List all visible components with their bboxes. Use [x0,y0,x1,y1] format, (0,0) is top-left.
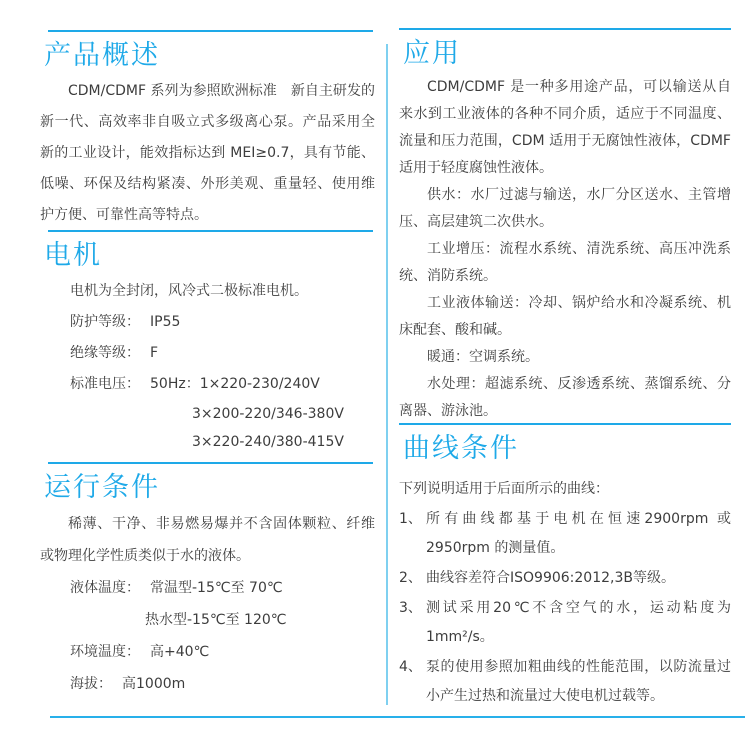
spec-label: 环境温度： [70,644,140,660]
spec-row-protection-class [40,307,375,338]
list-item-text: 泵的使用参照加粗曲线的性能范围，以防流量过小产生过热和流量过大使电机过载等。 [426,659,731,704]
application-paragraph-water-supply: 供水：水厂过滤与输送，水厂分区送水、主管增压、高层建筑二次供水。 [399,187,731,230]
section-motor [40,230,375,456]
spec-label: 标准电压： [70,376,140,392]
spec-value: 高1000m [122,676,186,692]
spec-row-altitude [40,668,375,700]
section-title-operating-conditions: 运行条件 [44,472,160,503]
section-divider [399,28,731,30]
spec-value: 3×200-220/346-380V [192,406,344,422]
spec-value: 50Hz：1×220-230/240V [150,376,320,392]
operating-specs [40,572,375,700]
list-item-text: 所有曲线都基于电机在恒速2900rpm 或2950rpm 的测量值。 [426,511,731,556]
spec-value: F [150,345,159,361]
application-paragraph-industrial-boost: 工业增压：流程水系统、清洗系统、高压冲洗系统、消防系统。 [399,241,731,284]
motor-specs [40,276,375,456]
section-application [399,28,731,425]
spec-label: 海拔： [70,676,112,692]
section-title-application: 应用 [403,38,461,69]
application-paragraph-water-treatment: 水处理：超滤系统、反渗透系统、蒸馏系统、分离器、游泳池。 [399,376,731,419]
spec-value: 3×220-240/380-415V [192,434,344,450]
spec-row-voltage-3 [40,428,375,456]
spec-value: 高+40℃ [150,644,210,660]
product-overview-paragraph: CDM/CDMF 系列为参照欧洲标准 新自主研发的新一代、高效率非自吸立式多级离心泵。产品采用全新的工业设计，能效指标达到 MEI≥0.7，具有节能、低噪、环保及结构紧凑、外形美观、重量轻、使用维护方便、可靠性高等特点。 [40,83,375,223]
application-paragraph-hvac: 暖通：空调系统。 [427,349,539,365]
list-item-text: 测试采用20℃不含空气的水，运动粘度为1mm²/s。 [426,600,731,645]
application-paragraph-main: CDM/CDMF 是一种多用途产品，可以输送从自来水到工业液体的各种不同介质，适应于不同温度、流量和压力范围，CDM 适用于无腐蚀性液体，CDMF 适用于轻度腐蚀性液体。 [399,79,731,176]
motor-intro-text: 电机为全封闭，风冷式二极标准电机。 [70,283,308,299]
spec-row-ambient-temp [40,636,375,668]
section-title-curve-conditions: 曲线条件 [403,433,519,464]
section-divider [48,30,373,32]
section-divider [48,462,373,464]
list-item-number: 4、 [399,659,422,675]
spec-label: 液体温度： [70,580,140,596]
list-item [399,594,731,652]
section-curve-conditions [399,423,731,712]
spec-value: 常温型-15℃至 70℃ [150,580,283,596]
spec-row-hot-water-temp [40,604,375,636]
list-item [399,653,731,711]
spec-value: IP55 [150,314,181,330]
section-divider [48,230,373,232]
section-operating-conditions [40,462,375,700]
spec-value: 热水型-15℃至 120℃ [145,612,287,628]
list-item [399,564,731,593]
section-title-product-overview: 产品概述 [44,40,160,71]
section-title-motor: 电机 [44,240,102,271]
curve-conditions-list [399,505,731,711]
bottom-rule [50,716,745,718]
list-item-number: 3、 [399,600,422,616]
list-item-text: 曲线容差符合ISO9906:2012,3B等级。 [426,570,675,586]
operating-conditions-paragraph: 稀薄、干净、非易燃易爆并不含固体颗粒、纤维或物理化学性质类似于水的液体。 [40,516,375,564]
column-divider [386,44,388,705]
spec-row-voltage-2 [40,400,375,428]
spec-row-insulation-class [40,338,375,369]
spec-row-liquid-temp [40,572,375,604]
list-item-number: 2、 [399,570,422,586]
section-divider [399,423,731,425]
spec-row-standard-voltage [40,369,375,400]
list-item-number: 1、 [399,511,422,527]
curve-conditions-intro: 下列说明适用于后面所示的曲线： [399,481,609,497]
spec-label: 防护等级： [70,314,140,330]
motor-intro [40,276,375,307]
list-item [399,505,731,563]
section-product-overview [40,30,375,231]
application-paragraph-industrial-liquid: 工业液体输送：冷却、锅炉给水和冷凝系统、机床配套、酸和碱。 [399,295,731,338]
spec-label: 绝缘等级： [70,345,140,361]
